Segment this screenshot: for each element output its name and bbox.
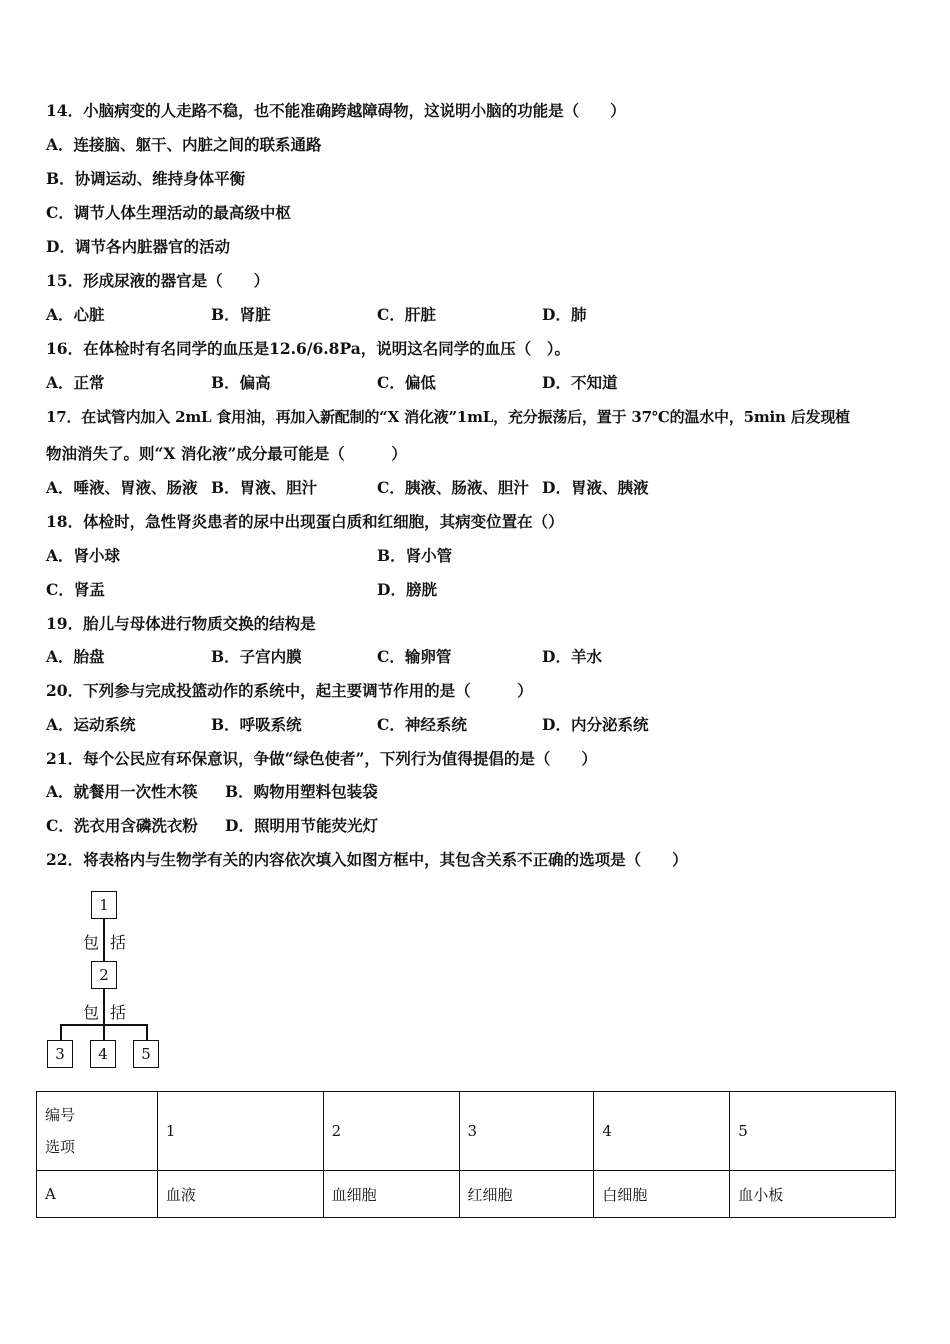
q17-option-b: B．胃液、胆汁 [211,478,318,497]
q14-option-b: B．协调运动、维持身体平衡 [46,169,246,188]
table-header-cell: 3 [459,1092,594,1171]
diagram-box-4: 4 [90,1040,116,1068]
table-cell: 血小板 [730,1171,896,1218]
table-header-corner [37,1092,158,1171]
q18-option-a: A．肾小球 [46,546,121,565]
header-label-option: 选项 [45,1138,76,1156]
options-table [36,1091,896,1218]
q15-option-d: D．肺 [542,305,587,324]
q19-stem: 19．胎儿与母体进行物质交换的结构是 [46,614,316,633]
q21-stem: 21．每个公民应有环保意识，争做“绿色使者”，下列行为值得提倡的是（ ） [46,749,597,768]
q16-stem: 16．在体检时有名同学的血压是12.6/6.8Pa，说明这名同学的血压（ ）。 [46,339,570,358]
q17-stem-line1: 17．在试管内加入 2mL 食用油，再加入新配制的“X 消化液”1mL，充分振荡后，置于 37℃的温水中，5min 后发现植 [46,408,850,426]
q14-option-a: A．连接脑、躯干、内脏之间的联系通路 [46,135,322,154]
diagram-box-2: 2 [91,961,117,989]
diagram-box-1: 1 [91,891,117,919]
diagram-box-5: 5 [133,1040,159,1068]
diagram-label-kuo-1: 括 [110,933,127,952]
q18-option-b: B．肾小管 [377,546,453,565]
q18-option-d: D．膀胱 [377,580,437,599]
q15-stem: 15．形成尿液的器官是（ ） [46,271,270,290]
q21-option-a: A．就餐用一次性木筷 [46,782,198,801]
q17-option-d: D．胃液、胰液 [542,478,649,497]
table-row [37,1171,896,1218]
table-header-cell: 4 [594,1092,730,1171]
table-cell: 血液 [157,1171,323,1218]
diagram-connector-4 [103,1024,105,1040]
q14-option-d: D．调节各内脏器官的活动 [46,237,230,256]
table-cell: 白细胞 [594,1171,730,1218]
diagram-label-bao-1: 包 [83,933,100,952]
table-header-cell: 2 [323,1092,459,1171]
diagram-connector-2-branch [103,989,105,1025]
q18-stem: 18．体检时，急性肾炎患者的尿中出现蛋白质和红细胞，其病变位置在（） [46,512,564,531]
q16-option-a: A．正常 [46,373,105,392]
q20-option-a: A．运动系统 [46,715,136,734]
q18-option-c: C．肾盂 [46,580,105,599]
q21-option-b: B．购物用塑料包装袋 [225,782,378,801]
q17-stem-line2: 物油消失了。则“X 消化液”成分最可能是（ ） [46,444,407,463]
header-label-number: 编号 [45,1106,76,1124]
diagram-connector-5 [146,1024,148,1040]
table-row-option: A [37,1171,158,1218]
q19-option-a: A．胎盘 [46,647,105,666]
q20-option-d: D．内分泌系统 [542,715,649,734]
q14-option-c: C．调节人体生理活动的最高级中枢 [46,203,291,222]
q15-option-b: B．肾脏 [211,305,271,324]
q19-option-c: C．输卵管 [377,647,452,666]
diagram-box-3: 3 [47,1040,73,1068]
diagram-label-kuo-2: 括 [110,1003,127,1022]
q20-option-b: B．呼吸系统 [211,715,302,734]
q16-option-d: D．不知道 [542,373,618,392]
diagram-connector-3 [60,1024,62,1040]
q17-option-a: A．唾液、胃液、肠液 [46,478,198,497]
table-cell: 红细胞 [459,1171,594,1218]
q17-option-c: C．胰液、肠液、胆汁 [377,478,529,497]
table-header-cell: 5 [730,1092,896,1171]
diagram-label-bao-2: 包 [83,1003,100,1022]
q19-option-d: D．羊水 [542,647,602,666]
q22-stem: 22．将表格内与生物学有关的内容依次填入如图方框中，其包含关系不正确的选项是（ ） [46,850,688,869]
q21-option-d: D．照明用节能荧光灯 [225,816,378,835]
q16-option-b: B．偏高 [211,373,271,392]
q15-option-a: A．心脏 [46,305,105,324]
table-header-row [37,1092,896,1171]
table-cell: 血细胞 [323,1171,459,1218]
q21-option-c: C．洗衣用含磷洗衣粉 [46,816,198,835]
q19-option-b: B．子宫内膜 [211,647,302,666]
q20-stem: 20．下列参与完成投篮动作的系统中，起主要调节作用的是（ ） [46,681,533,700]
q15-option-c: C．肝脏 [377,305,436,324]
diagram-connector-1-2 [103,919,105,961]
q16-option-c: C．偏低 [377,373,436,392]
table-header-cell: 1 [157,1092,323,1171]
q14-stem: 14．小脑病变的人走路不稳，也不能准确跨越障碍物，这说明小脑的功能是（ ） [46,101,626,120]
q20-option-c: C．神经系统 [377,715,467,734]
